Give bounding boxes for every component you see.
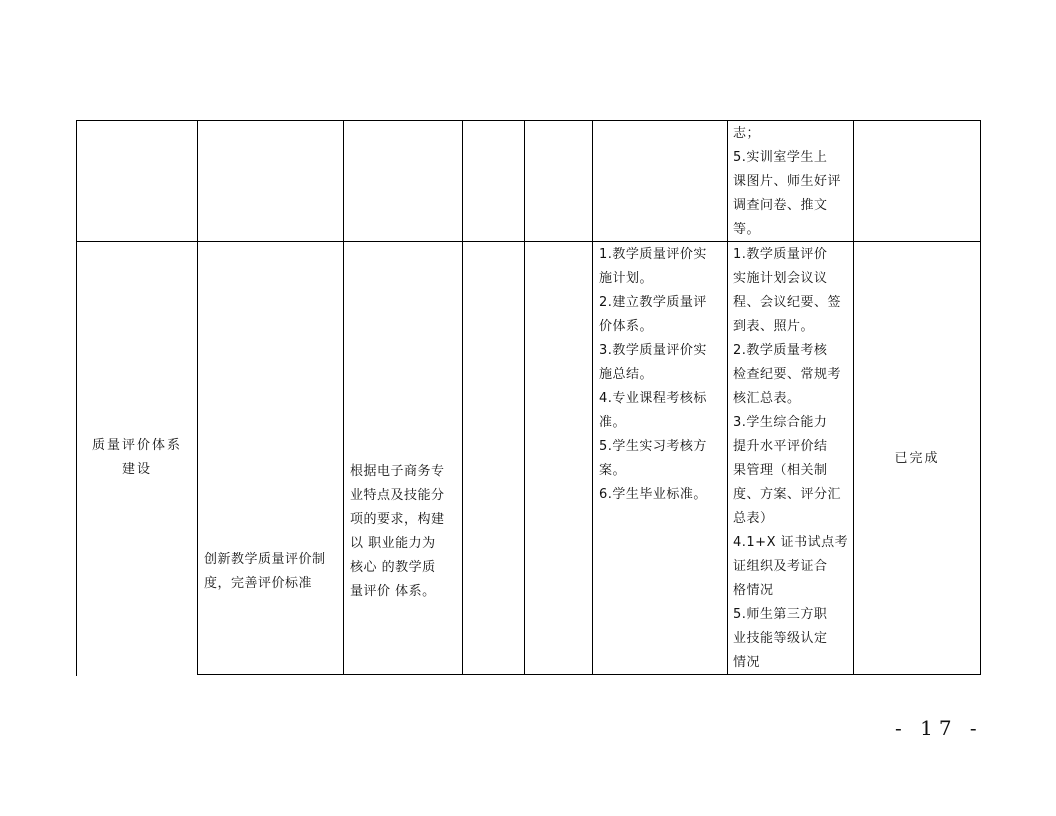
text-line: 核心 的教学质: [350, 560, 436, 575]
text-line: 果管理（相关制: [733, 463, 828, 478]
text-line: 创新教学质量评价制: [204, 552, 326, 567]
text-line: 4.专业课程考核标: [599, 391, 707, 406]
text-line: 5.实训室学生上: [733, 150, 828, 165]
text-line: 情况: [733, 655, 761, 670]
text-line: 实施计划会议议: [733, 271, 828, 286]
row1-evidence-cell: [733, 122, 853, 242]
text-line: 志；: [733, 126, 761, 141]
column-divider: [524, 120, 525, 675]
text-line: 业特点及技能分: [350, 488, 445, 503]
text-line: 1.教学质量评价实: [599, 247, 707, 262]
text-line: 度，完善评价标准: [204, 576, 313, 591]
text-line: 等。: [733, 222, 761, 237]
text-line: 业技能等级认定: [733, 631, 828, 646]
text-line: 总表）: [733, 511, 774, 526]
text-line: 4.1+X 证书试点考: [733, 535, 849, 550]
text-line: 证组织及考证合: [733, 559, 828, 574]
text-line: 提升水平评价结: [733, 439, 828, 454]
column-divider: [592, 120, 593, 675]
text-line: 准。: [599, 415, 627, 430]
text-line: 6.学生毕业标准。: [599, 487, 707, 502]
text-line: 3.教学质量评价实: [599, 343, 707, 358]
text-line: 3.学生综合能力: [733, 415, 828, 430]
text-line: 建设: [121, 462, 152, 477]
table-top-border: [76, 120, 981, 121]
column-divider: [343, 120, 344, 675]
row2-status-cell: [854, 447, 980, 471]
text-line: 价体系。: [599, 319, 654, 334]
text-line: 核汇总表。: [733, 391, 801, 406]
text-line: 根据电子商务专: [350, 464, 445, 479]
status-text: 已完成: [894, 451, 940, 466]
row2-evidence-cell: [733, 243, 853, 675]
table-bottom-border: [197, 674, 981, 675]
text-line: 1.教学质量评价: [733, 247, 828, 262]
text-line: 度、方案、评分汇: [733, 487, 842, 502]
row2-content-cell: [350, 460, 462, 604]
text-line: 格情况: [733, 583, 774, 598]
row2-deliverables-cell: [599, 243, 727, 507]
text-line: 调查问卷、推文: [733, 198, 828, 213]
text-line: 5.师生第三方职: [733, 607, 828, 622]
text-line: 施总结。: [599, 367, 654, 382]
text-line: 2.教学质量考核: [733, 343, 828, 358]
text-line: 施计划。: [599, 271, 654, 286]
row2-project-cell: [77, 434, 197, 482]
page-number: - 17 -: [895, 716, 983, 740]
text-line: 量评价 体系。: [350, 584, 436, 599]
column-divider: [197, 120, 198, 675]
column-divider: [727, 120, 728, 675]
text-line: 项的要求，构建: [350, 512, 445, 527]
text-line: 检查纪要、常规考: [733, 367, 842, 382]
row2-task-cell: [204, 548, 342, 596]
column-divider: [462, 120, 463, 675]
text-line: 到表、照片。: [733, 319, 815, 334]
text-line: 程、会议纪要、签: [733, 295, 842, 310]
text-line: 课图片、师生好评: [733, 174, 842, 189]
column-divider: [980, 120, 981, 675]
text-line: 案。: [599, 463, 627, 478]
column-divider: [76, 120, 77, 676]
text-line: 5.学生实习考核方: [599, 439, 707, 454]
text-line: 以 职业能力为: [350, 536, 436, 551]
text-line: 2.建立教学质量评: [599, 295, 707, 310]
column-divider: [853, 120, 854, 675]
text-line: 质量评价体系: [91, 438, 182, 453]
